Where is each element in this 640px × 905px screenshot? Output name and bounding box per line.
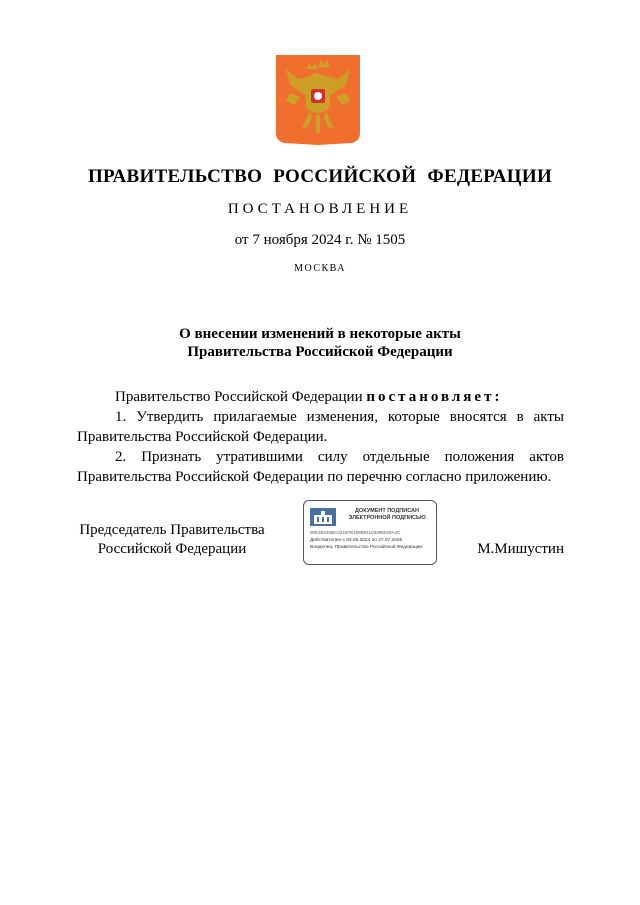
subject-line-2: Правительства Российской Федерации [187, 344, 453, 360]
city-name: МОСКВА [294, 263, 346, 274]
preamble-verb: постановляет: [366, 389, 503, 405]
document-type: ПОСТАНОВЛЕНИЕ [227, 201, 413, 217]
stamp-heading-line-1: ДОКУМЕНТ ПОДПИСАН [355, 508, 419, 514]
subject-line-1: О внесении изменений в некоторые акты [179, 326, 461, 342]
signatory-name: М.Мишустин [477, 541, 564, 557]
certificate-validity: Действителен с 03.05.2024 по 27.07.2025 [310, 538, 403, 543]
coat-of-arms-icon [276, 55, 360, 145]
building-icon [310, 508, 336, 526]
document-date-number: от 7 ноября 2024 г. № 1505 [234, 232, 406, 248]
government-title: ПРАВИТЕЛЬСТВО РОССИЙСКОЙ ФЕДЕРАЦИИ [87, 166, 553, 187]
document-body [77, 387, 564, 487]
position-line-2: Российской Федерации [97, 541, 247, 557]
certificate-number: 00E36320BC02197E408892103396029A4C [310, 530, 401, 535]
list-item-2: 2. Признать утратившими силу отдельные положения актов Правительства Российской Федерации по перечню согласно приложению. [77, 449, 564, 485]
preamble [77, 387, 564, 407]
list-item-1: 1. Утвердить прилагаемые изменения, которые вносятся в акты Правительства Российской Федерации. [77, 409, 564, 445]
document-subject [0, 325, 640, 361]
certificate-owner: Владелец: Правительство Российской Федерации [310, 545, 423, 550]
electronic-signature-stamp [303, 500, 437, 565]
preamble-text: Правительство Российской Федерации [115, 389, 367, 405]
stamp-heading [340, 508, 434, 522]
position-line-1: Председатель Правительства [79, 522, 265, 538]
stamp-heading-line-2: ЭЛЕКТРОННОЙ ПОДПИСЬЮ [348, 515, 426, 521]
signatory-position [77, 521, 267, 559]
